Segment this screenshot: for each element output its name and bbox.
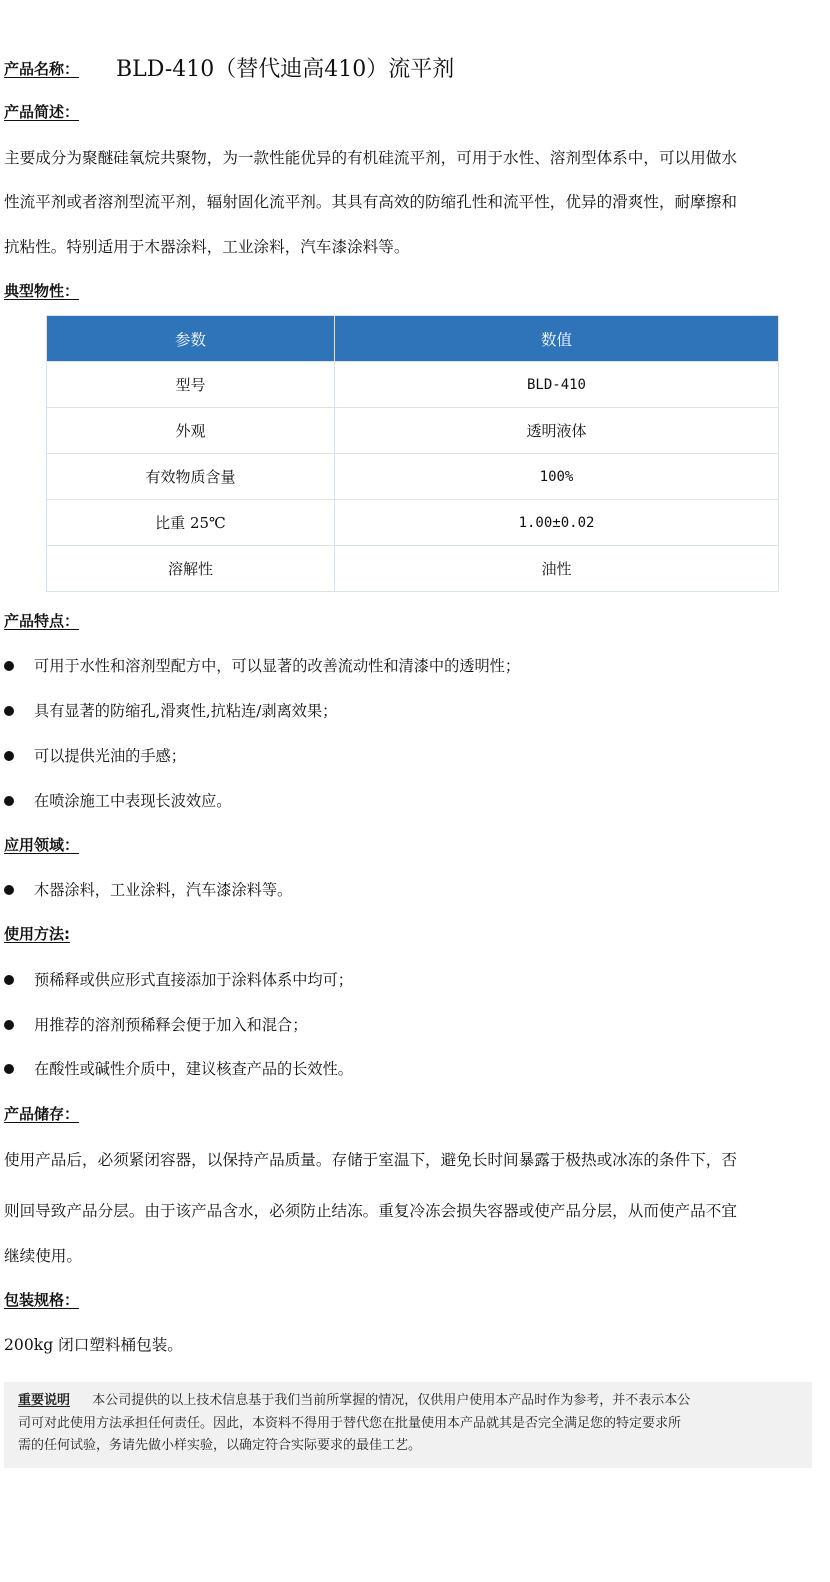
param-cell: 型号 [47,362,335,408]
bullet-icon [4,751,14,761]
bullet-icon [4,1020,14,1030]
product-name-label: 产品名称： [4,60,80,78]
table-row [47,500,779,546]
usage-heading: 使用方法: [4,925,70,943]
bullet-icon [4,885,14,895]
datasheet-page: 产品名称： BLD-410（替代迪高410）流平剂 产品简述： 主要成分为聚醚硅氧烷共聚物，为一款性能优异的有机硅流平剂，可用于水性、溶剂型体系中，可以用做水 性流平剂或者溶剂型流平剂，辐射固化流平剂。其具有高效的防缩孔性和流平性，优异的滑爽性，耐摩擦和 抗粘性。特别适用于木器涂料，工业涂料，汽车漆涂料等。 典型物性： 参数 数值 型号 BLD-410 外观 透明液体 有效物质含量 100% 比重 25℃ 1.00±0.02 溶解性 油性 产品特点： 可用于水性和溶剂型配方中，可以显著的改善流动性和清漆中的透明性； 具有显著的防缩孔,滑爽性,抗粘连/剥离效果； 可以提供光油的手感； 在喷涂施工中表现长波效应。 应用领域： 木器涂料，工业涂料，汽车漆涂料等。 使用方法: 预稀释或供应形式直接添加于涂料体系中均可； 用推荐的溶剂预稀释会便于加入和混合； 在酸性或碱性介质中，建议核查产品的长效性。 产品储存： 使用产品后，必须紧闭容器，以保持产品质量。存储于室温下，避免长时间暴露于极热或冰冻的条件下，否 则回导致产品分层。由于该产品含水，必须防止结冻。重复冷冻会损失容器或使产品分层，从而使产品不宜 继续使用。 包装规格： 200kg 闭口塑料桶包装。 重要说明 本公司提供的以上技术信息基于我们当前所掌握的情况，仅供用户使用本产品时作为参考，并不表示本公 司可对此使用方法承担任何责任。因此，本资料不得用于替代您在批量使用本产品就其是否完全满足您的特定要求所 需的任何试验，务请先做小样实验，以确定符合实际要求的最佳工艺。 [0,0,830,1582]
column-header-parameter: 参数 [47,316,335,362]
value-cell: 100% [335,454,779,500]
storage-line: 使用产品后，必须紧闭容器，以保持产品质量。存储于室温下，避免长时间暴露于极热或冰冻的条件下，否 [4,1151,737,1169]
note-line: 重要说明 本公司提供的以上技术信息基于我们当前所掌握的情况，仅供用户使用本产品时作为参考，并不表示本公 [18,1393,691,1408]
table-row [47,546,779,592]
bullet-icon [4,661,14,671]
value-cell: 透明液体 [335,408,779,454]
packaging-heading: 包装规格： [4,1291,80,1309]
bullet-icon [4,706,14,716]
column-header-value: 数值 [335,316,779,362]
description-line: 性流平剂或者溶剂型流平剂，辐射固化流平剂。其具有高效的防缩孔性和流平性，优异的滑爽性，耐摩擦和 [4,193,737,211]
value-cell: BLD-410 [335,362,779,408]
product-name: BLD-410（替代迪高410）流平剂 [116,57,455,82]
important-note [4,1382,812,1468]
table-row [47,408,779,454]
param-cell: 有效物质含量 [47,454,335,500]
applications-heading: 应用领域： [4,836,80,854]
param-cell: 比重 25℃ [47,500,335,546]
note-line: 需的任何试验，务请先做小样实验，以确定符合实际要求的最佳工艺。 [18,1438,422,1453]
table-row [47,454,779,500]
storage-line: 则回导致产品分层。由于该产品含水，必须防止结冻。重复冷冻会损失容器或使产品分层，从而使产品不宜 [4,1202,737,1220]
description-heading: 产品简述： [4,103,80,121]
product-title [4,58,79,79]
storage-line: 继续使用。 [4,1247,82,1265]
table-row [47,362,779,408]
description-line: 抗粘性。特别适用于木器涂料，工业涂料，汽车漆涂料等。 [4,238,410,256]
features-heading: 产品特点： [4,612,80,630]
bullet-icon [4,975,14,985]
param-cell: 溶解性 [47,546,335,592]
param-cell: 外观 [47,408,335,454]
table-header-row [47,316,779,362]
description-line: 主要成分为聚醚硅氧烷共聚物，为一款性能优异的有机硅流平剂，可用于水性、溶剂型体系中，可以用做水 [4,149,737,167]
bullet-icon [4,1064,14,1074]
value-cell: 油性 [335,546,779,592]
value-cell: 1.00±0.02 [335,500,779,546]
bullet-icon [4,796,14,806]
note-label: 重要说明 [18,1393,71,1408]
properties-heading: 典型物性： [4,282,80,300]
properties-table [46,315,779,592]
storage-heading: 产品储存： [4,1105,80,1123]
note-line: 司可对此使用方法承担任何责任。因此，本资料不得用于替代您在批量使用本产品就其是否完全满足您的特定要求所 [18,1416,682,1431]
packaging-text: 200kg 闭口塑料桶包装。 [4,1336,183,1354]
